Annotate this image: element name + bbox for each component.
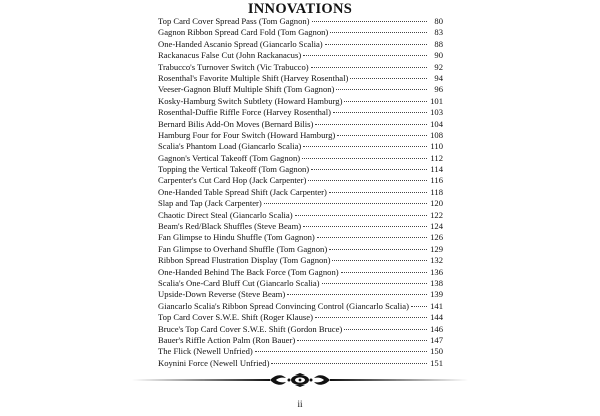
toc-entry-title: Bernard Bilis Add-On Moves (Bernard Bilis) [158, 118, 314, 129]
dot-leader [344, 329, 427, 330]
dot-leader [329, 249, 427, 250]
dot-leader [308, 180, 427, 181]
toc-entry-title: Scalia's One-Card Bluff Cut (Giancarlo Scalia) [158, 277, 320, 288]
toc-entry-title: Hamburg Four for Four Switch (Howard Hamburg) [158, 129, 336, 140]
dot-leader [295, 215, 427, 216]
dot-leader [287, 294, 427, 295]
dot-leader [344, 101, 427, 102]
toc-entry-page: 96 [434, 84, 443, 95]
toc-entry-title: The Flick (Newell Unfried) [158, 346, 253, 357]
toc-entry-page: 110 [430, 141, 443, 152]
toc-entry-title: Giancarlo Scalia's Ribbon Spread Convincing Control (Giancarlo Scalia) [158, 300, 409, 311]
toc-entry [158, 267, 443, 278]
toc-entry-page: 116 [430, 175, 443, 186]
dot-leader [315, 317, 427, 318]
dot-leader [332, 260, 427, 261]
toc-entry [158, 16, 443, 27]
dot-leader [322, 283, 427, 284]
toc-entry-title: Bruce's Top Card Cover S.W.E. Shift (Gordon Bruce) [158, 323, 343, 334]
dot-leader [411, 306, 427, 307]
toc-entry-title: Topping the Vertical Takeoff (Tom Gagnon) [158, 164, 310, 175]
dot-leader [264, 203, 427, 204]
toc-entry-title: Top Card Cover Spread Pass (Tom Gagnon) [158, 16, 310, 26]
toc-entry [158, 96, 443, 107]
toc-entry [158, 27, 443, 38]
toc-entry-page: 146 [430, 323, 443, 334]
toc-entry [158, 198, 443, 209]
toc-entry-title: Rosenthal-Duffie Riffle Force (Harvey Rosenthal) [158, 107, 331, 118]
toc-entry-page: 141 [430, 300, 443, 311]
toc-entry-page: 92 [434, 61, 443, 72]
toc-entry-title: One-Handed Table Spread Shift (Jack Carpenter) [158, 186, 327, 197]
dot-leader [303, 55, 427, 56]
toc-entry-page: 132 [430, 255, 443, 266]
toc-entry-page: 122 [430, 209, 443, 220]
toc-entry-page: 83 [434, 27, 443, 38]
dot-leader [303, 146, 427, 147]
toc-entry-title: Scalia's Phantom Load (Giancarlo Scalia) [158, 141, 302, 152]
toc-entry-page: 138 [430, 277, 443, 288]
toc-entry [158, 358, 443, 369]
dot-leader [311, 169, 427, 170]
dot-leader [303, 226, 427, 227]
page-title: INNOVATIONS [247, 1, 353, 17]
toc-entry-title: Trabucco's Turnover Switch (Vic Trabucco) [158, 61, 309, 72]
toc-entry-page: 90 [434, 50, 443, 61]
dot-leader [315, 124, 427, 125]
toc-entry-page: 118 [430, 186, 443, 197]
toc-entry-title: Chaotic Direct Steal (Giancarlo Scalia) [158, 209, 293, 220]
toc-entry [158, 255, 443, 266]
toc-entry [158, 73, 443, 84]
toc-entry-title: Koynini Force (Newell Unfried) [158, 357, 270, 368]
toc-entry-title: Gagnon's Vertical Takeoff (Tom Gagnon) [158, 152, 301, 163]
toc-entry-title: One-Handed Ascanio Spread (Giancarlo Scalia) [158, 38, 323, 49]
toc-entry-page: 120 [430, 198, 443, 209]
toc-entry-title: Rosenthal's Favorite Multiple Shift (Harvey Rosenthal) [158, 72, 349, 83]
toc-entry-page: 112 [430, 152, 443, 163]
toc-entry [158, 175, 443, 186]
toc-entry-title: Kosky-Hamburg Switch Subtlety (Howard Hamburg) [158, 95, 343, 106]
toc-entry [158, 244, 443, 255]
toc-entry-page: 136 [430, 266, 443, 277]
toc-entry-page: 94 [434, 72, 443, 83]
toc-entry-title: Ribbon Spread Flustration Display (Tom Gagnon) [158, 255, 331, 266]
toc-entry-title: One-Handed Behind The Back Force (Tom Gagnon) [158, 266, 339, 277]
dot-leader [350, 78, 427, 79]
toc-entry-page: 139 [430, 289, 443, 300]
dot-leader [312, 21, 427, 22]
toc-entry [158, 232, 443, 243]
toc-entry-title: Rackanacus False Cut (John Rackanacus) [158, 50, 302, 61]
toc-entry [158, 301, 443, 312]
toc-entry-page: 129 [430, 243, 443, 254]
toc-entry-page: 126 [430, 232, 443, 243]
toc-entry-page: 88 [434, 38, 443, 49]
dot-leader [271, 363, 427, 364]
toc-entry [158, 62, 443, 73]
toc-entry [158, 84, 443, 95]
dot-leader [311, 67, 427, 68]
toc-entry [158, 312, 443, 323]
toc-entry [158, 119, 443, 130]
toc-entry [158, 50, 443, 61]
flourish-divider-ornament [130, 373, 470, 387]
toc-entry-page: 103 [430, 107, 443, 118]
dot-leader [330, 32, 427, 33]
toc-entry [158, 164, 443, 175]
toc-entry [158, 346, 443, 357]
toc-entry-page: 124 [430, 221, 443, 232]
page-number: ii [297, 399, 303, 409]
dot-leader [341, 272, 427, 273]
table-of-contents [158, 16, 443, 369]
toc-entry-page: 114 [430, 164, 443, 175]
toc-entry [158, 210, 443, 221]
toc-entry [158, 324, 443, 335]
toc-entry [158, 278, 443, 289]
dot-leader [325, 44, 427, 45]
toc-entry-title: Top Card Cover S.W.E. Shift (Roger Klause) [158, 312, 313, 323]
toc-entry-page: 151 [430, 357, 443, 368]
toc-entry [158, 107, 443, 118]
toc-entry-title: Slap and Tap (Jack Carpenter) [158, 198, 262, 209]
toc-entry-title: Gagnon Ribbon Spread Card Fold (Tom Gagnon) [158, 27, 329, 38]
toc-entry-title: Bauer's Riffle Action Palm (Ron Bauer) [158, 334, 296, 345]
toc-entry [158, 289, 443, 300]
toc-entry [158, 335, 443, 346]
toc-entry-title: Beam's Red/Black Shuffles (Steve Beam) [158, 221, 302, 232]
toc-entry [158, 187, 443, 198]
toc-entry [158, 130, 443, 141]
dot-leader [336, 89, 427, 90]
toc-entry-page: 144 [430, 312, 443, 323]
toc-entry-page: 80 [434, 16, 443, 26]
toc-entry-page: 104 [430, 118, 443, 129]
dot-leader [255, 351, 427, 352]
dot-leader [333, 112, 427, 113]
toc-entry-page: 147 [430, 334, 443, 345]
toc-entry-title: Veeser-Gagnon Bluff Multiple Shift (Tom Gagnon) [158, 84, 335, 95]
toc-entry-title: Fan Glimpse to Hindu Shuffle (Tom Gagnon) [158, 232, 315, 243]
toc-entry-page: 101 [430, 95, 443, 106]
toc-entry-page: 108 [430, 129, 443, 140]
dot-leader [337, 135, 427, 136]
toc-entry-title: Fan Glimpse to Overhand Shuffle (Tom Gagnon) [158, 243, 328, 254]
toc-entry-page: 150 [430, 346, 443, 357]
toc-entry [158, 39, 443, 50]
dot-leader [329, 192, 427, 193]
toc-entry [158, 153, 443, 164]
toc-entry-title: Upside-Down Reverse (Steve Beam) [158, 289, 286, 300]
dot-leader [317, 237, 427, 238]
dot-leader [302, 158, 427, 159]
toc-entry-title: Carpenter's Cut Card Hop (Jack Carpenter) [158, 175, 307, 186]
dot-leader [297, 340, 427, 341]
toc-entry [158, 221, 443, 232]
toc-entry [158, 141, 443, 152]
